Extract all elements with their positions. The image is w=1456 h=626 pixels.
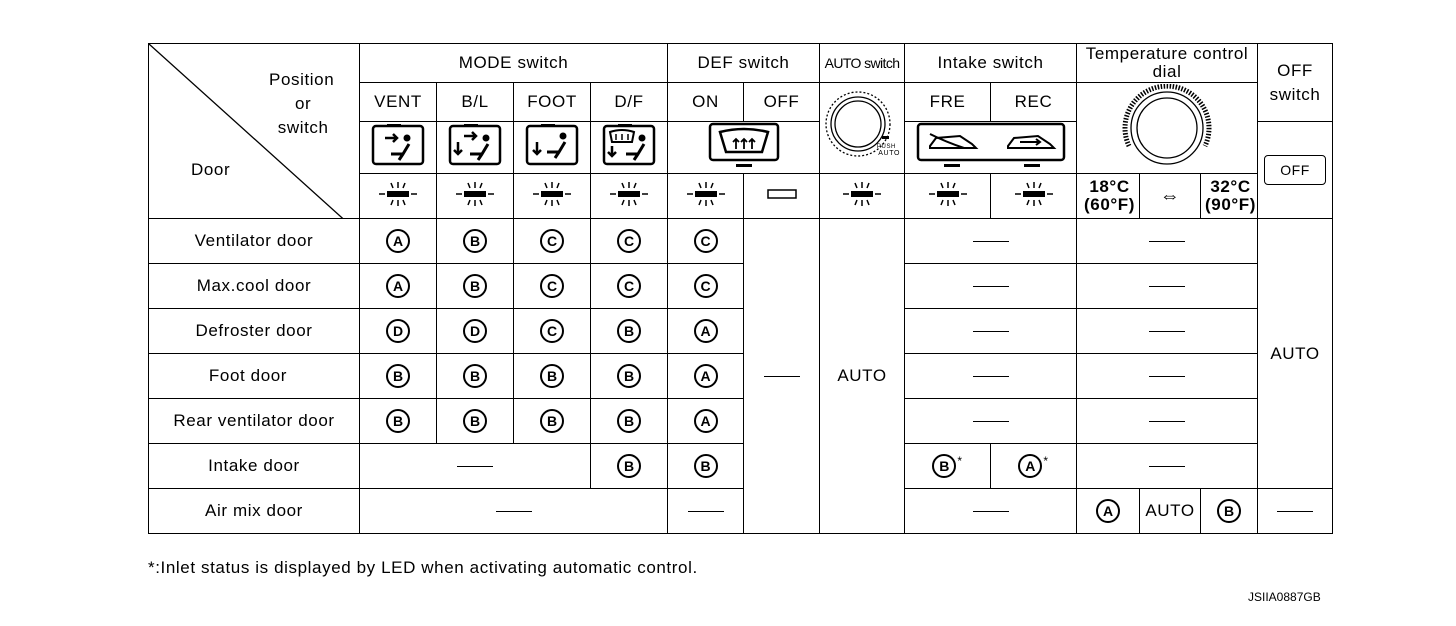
- dash-mark: [973, 511, 1009, 512]
- position-mark: C: [694, 274, 718, 298]
- position-mark: B: [386, 409, 410, 433]
- dash-mark: [1149, 241, 1185, 242]
- def-switch-header: DEF switch: [668, 44, 820, 83]
- off-button-cell: [1258, 122, 1333, 219]
- df-led-cell: [591, 174, 668, 219]
- off-switch-auto-cell: AUTO: [1258, 219, 1333, 489]
- auto-dial-icon-cell: [820, 83, 905, 174]
- led-on-icon: [683, 181, 729, 207]
- position-mark: A: [1096, 499, 1120, 523]
- position-mark: B: [463, 274, 487, 298]
- position-mark: B: [463, 364, 487, 388]
- figure-code: JSIIA0887GB: [1248, 590, 1321, 604]
- off-switch-header: OFF switch: [1258, 44, 1333, 122]
- position-mark: B: [540, 364, 564, 388]
- led-on-icon: [375, 181, 421, 207]
- position-mark: C: [540, 229, 564, 253]
- dash-mark: [1149, 466, 1185, 467]
- bilevel-mode-icon: [448, 124, 502, 166]
- dash-mark: [457, 466, 493, 467]
- air-mix-auto-cell: AUTO: [1140, 489, 1201, 534]
- temp-high-label: 32°C (90°F): [1201, 174, 1258, 219]
- df-label: D/F: [591, 83, 668, 122]
- position-mark: A: [1018, 454, 1042, 478]
- temp-range-arrow: ⇔: [1140, 174, 1201, 219]
- corner-door-label: Door: [191, 160, 231, 179]
- position-mark: B: [386, 364, 410, 388]
- position-mark: B: [617, 364, 641, 388]
- position-mark: B: [1217, 499, 1241, 523]
- foot-mode-icon-cell: [514, 122, 591, 174]
- dash-mark: [973, 376, 1009, 377]
- dash-mark: [764, 376, 800, 377]
- intake-icon-cell: [905, 122, 1077, 174]
- led-on-icon: [1011, 181, 1057, 207]
- corner-position-label: Position or switch: [269, 70, 335, 137]
- position-mark: C: [540, 319, 564, 343]
- def-on-label: ON: [668, 83, 744, 122]
- auto-switch-cell: AUTO: [820, 219, 905, 534]
- svg-text:AUTO: AUTO: [878, 149, 900, 157]
- position-mark: D: [386, 319, 410, 343]
- dash-mark: [1149, 286, 1185, 287]
- position-mark: B: [694, 454, 718, 478]
- intake-switch-header: Intake switch: [905, 44, 1077, 83]
- vent-mode-icon: [371, 124, 425, 166]
- foot-mode-icon: [525, 124, 579, 166]
- bl-mode-icon-cell: [437, 122, 514, 174]
- dash-mark: [973, 286, 1009, 287]
- mode-switch-header: MODE switch: [360, 44, 668, 83]
- position-mark: B: [617, 319, 641, 343]
- position-mark: B: [540, 409, 564, 433]
- corner-header-cell: [149, 44, 360, 219]
- auto-led-cell: [820, 174, 905, 219]
- led-on-icon: [925, 181, 971, 207]
- defroster-icon: [708, 122, 780, 168]
- def-off-label: OFF: [744, 83, 820, 122]
- temp-low-label: 18°C (60°F): [1077, 174, 1140, 219]
- dash-mark: [1149, 376, 1185, 377]
- position-mark: A: [386, 229, 410, 253]
- push-auto-text: PUSH: [876, 143, 896, 150]
- position-mark: C: [617, 229, 641, 253]
- door-name: Defroster door: [149, 309, 360, 354]
- door-name: Rear ventilator door: [149, 399, 360, 444]
- dash-mark: [688, 511, 724, 512]
- defrost-foot-mode-icon: [602, 124, 656, 166]
- dash-mark: [1277, 511, 1313, 512]
- led-on-icon: [839, 181, 885, 207]
- position-mark: C: [694, 229, 718, 253]
- door-operation-table-frame: [148, 43, 1332, 549]
- position-mark: B: [463, 409, 487, 433]
- bl-led-cell: [437, 174, 514, 219]
- door-name: Foot door: [149, 354, 360, 399]
- def-off-cell: [744, 219, 820, 534]
- dash-mark: [973, 331, 1009, 332]
- position-mark: B: [463, 229, 487, 253]
- led-on-icon: [606, 181, 652, 207]
- led-on-icon: [452, 181, 498, 207]
- rec-label: REC: [991, 83, 1077, 122]
- def-off-led-cell: [744, 174, 820, 219]
- asterisk-mark: *: [957, 454, 963, 468]
- dash-mark: [496, 511, 532, 512]
- temp-dial-icon: [1107, 84, 1227, 168]
- bl-label: B/L: [437, 83, 514, 122]
- position-mark: A: [694, 364, 718, 388]
- dash-mark: [1149, 421, 1185, 422]
- position-mark: A: [386, 274, 410, 298]
- position-mark: D: [463, 319, 487, 343]
- temp-dial-header: Temperature control dial: [1077, 44, 1258, 83]
- vent-label: VENT: [360, 83, 437, 122]
- fre-label: FRE: [905, 83, 991, 122]
- def-icon-cell: [668, 122, 820, 174]
- position-mark: B: [617, 409, 641, 433]
- df-mode-icon-cell: [591, 122, 668, 174]
- position-mark: C: [540, 274, 564, 298]
- door-name: Intake door: [149, 444, 360, 489]
- foot-led-cell: [514, 174, 591, 219]
- door-name: Ventilator door: [149, 219, 360, 264]
- temp-dial-icon-cell: [1077, 83, 1258, 174]
- dash-mark: [1149, 331, 1185, 332]
- vent-led-cell: [360, 174, 437, 219]
- intake-fre-rec-icon: [916, 122, 1066, 168]
- led-off-icon: [759, 181, 805, 207]
- vent-mode-icon-cell: [360, 122, 437, 174]
- dash-mark: [973, 421, 1009, 422]
- position-mark: B: [932, 454, 956, 478]
- position-mark: A: [694, 409, 718, 433]
- fre-led-cell: [905, 174, 991, 219]
- auto-switch-header: AUTO switch: [820, 44, 905, 83]
- def-on-led-cell: [668, 174, 744, 219]
- dash-mark: [973, 241, 1009, 242]
- auto-dial-icon: [822, 88, 902, 164]
- rec-led-cell: [991, 174, 1077, 219]
- door-name: Air mix door: [149, 489, 360, 534]
- off-button-icon: OFF: [1264, 155, 1326, 185]
- door-operation-table: [148, 43, 1333, 534]
- position-mark: A: [694, 319, 718, 343]
- asterisk-mark: *: [1043, 454, 1049, 468]
- led-on-icon: [529, 181, 575, 207]
- position-mark: C: [617, 274, 641, 298]
- foot-label: FOOT: [514, 83, 591, 122]
- footnote: *:Inlet status is displayed by LED when activating automatic control.: [148, 558, 698, 577]
- position-mark: B: [617, 454, 641, 478]
- door-name: Max.cool door: [149, 264, 360, 309]
